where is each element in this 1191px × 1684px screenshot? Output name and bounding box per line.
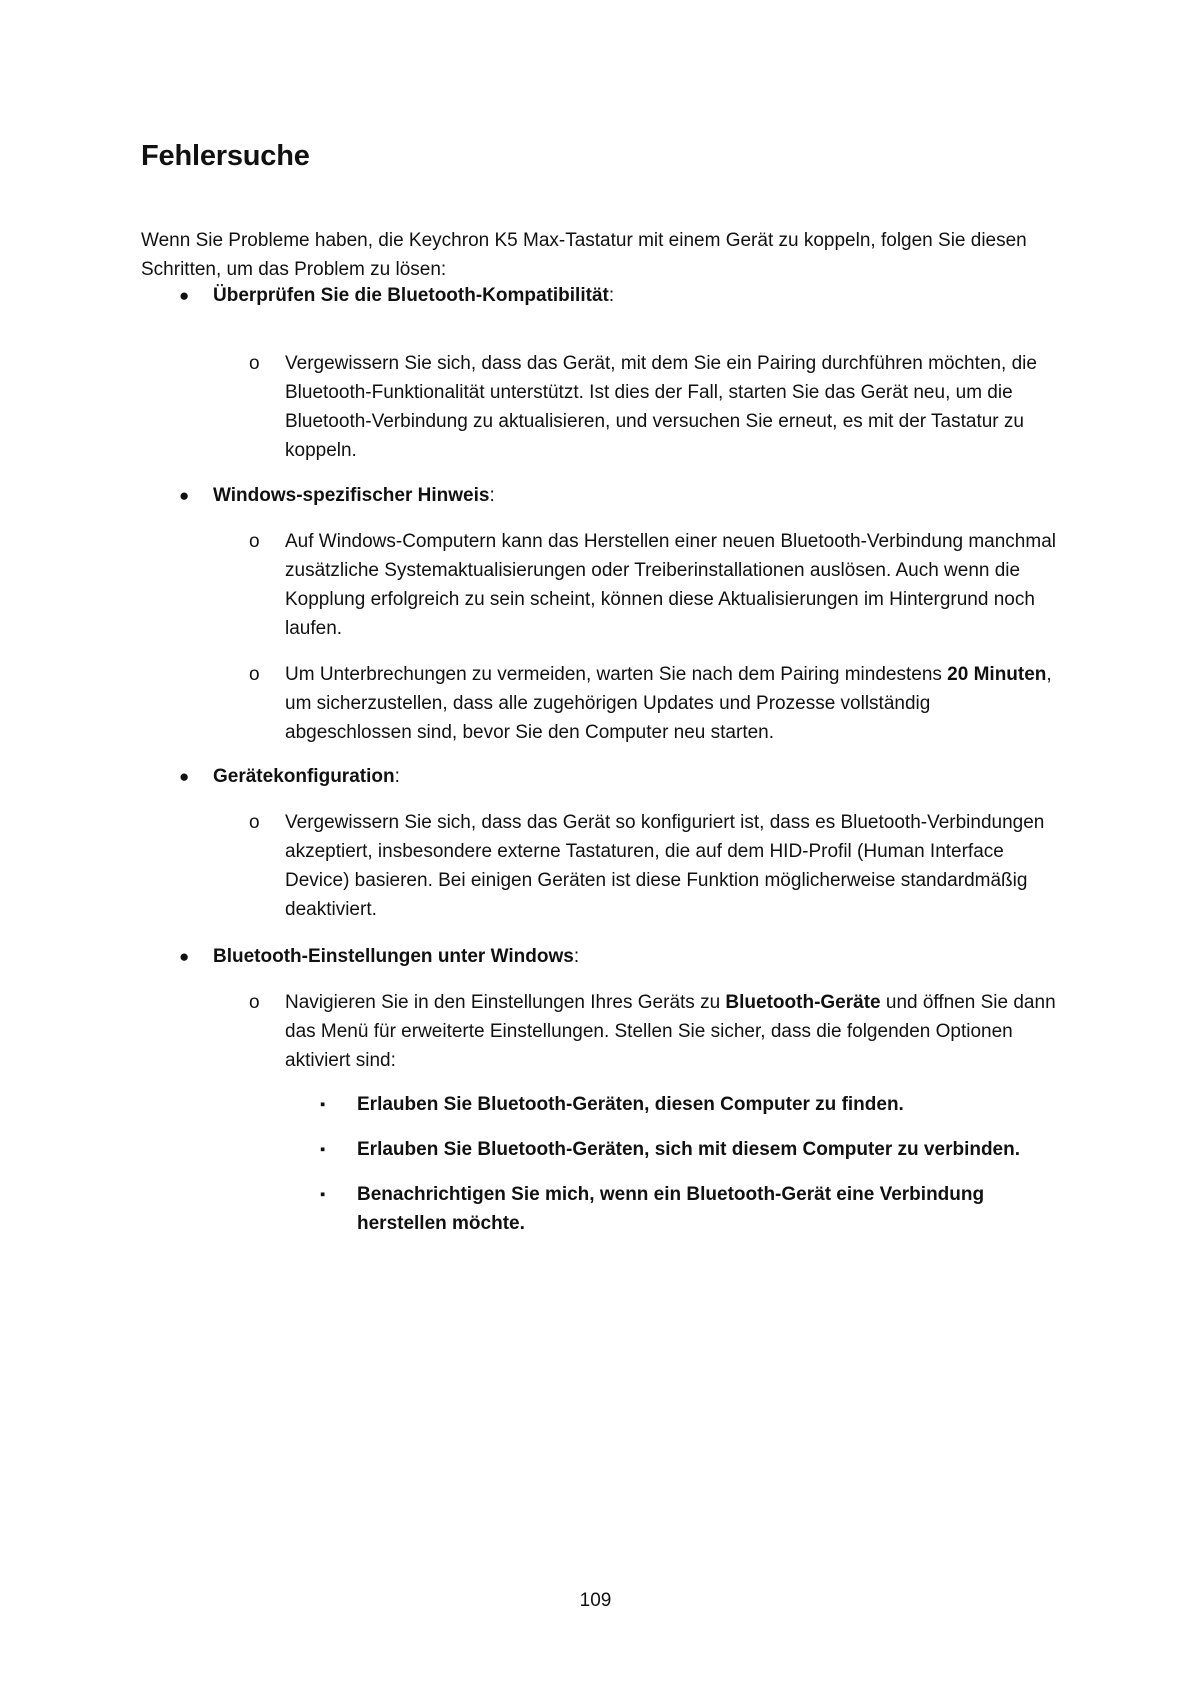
section-heading: Gerätekonfiguration bbox=[213, 766, 395, 787]
sub-item-text: Um Unterbrechungen zu vermeiden, warten Sie nach dem Pairing mindestens 20 Minuten, um sicherzustellen, dass alle zugehörigen Updates und Prozesse vollständig abgeschlossen sind, bevor Sie den Computer neu starten. bbox=[285, 664, 1052, 743]
sub-item-text: Vergewissern Sie sich, dass das Gerät, mit dem Sie ein Pairing durchführen möchten, die Bluetooth-Funktionalität unterstützt. Ist dies der Fall, starten Sie das Gerät neu, um die Bluetooth-Verbindung zu aktualisieren, und versuchen Sie erneut, es mit der Tastatur zu koppeln. bbox=[285, 353, 1037, 461]
bullet-circle: o bbox=[249, 664, 260, 685]
bullet-dot: ● bbox=[179, 767, 190, 786]
heading-colon: : bbox=[608, 285, 615, 306]
section-heading: Bluetooth-Einstellungen unter Windows bbox=[213, 946, 574, 967]
heading-colon: : bbox=[489, 485, 495, 506]
bullet-dot: ● bbox=[179, 486, 190, 505]
emphasis-duration: 20 Minuten bbox=[947, 664, 1047, 685]
bullet-circle: o bbox=[249, 992, 260, 1013]
section-heading: Überprüfen Sie die Bluetooth-Kompatibilität bbox=[213, 285, 609, 306]
sub-item-text: Navigieren Sie in den Einstellungen Ihres Geräts zu Bluetooth-Geräte und öffnen Sie dann das Menü für erweiterte Einstellungen. Stellen Sie sicher, dass die folgenden Optionen aktiviert sind: bbox=[285, 992, 1056, 1071]
bullet-circle: o bbox=[249, 531, 260, 552]
bullet-square: ▪ bbox=[320, 1096, 326, 1113]
page-title: Fehlersuche bbox=[141, 140, 310, 172]
option-text: Benachrichtigen Sie mich, wenn ein Bluetooth-Gerät eine Verbindung herstellen möchte. bbox=[357, 1184, 985, 1234]
bullet-dot: ● bbox=[179, 947, 190, 966]
bullet-circle: o bbox=[249, 353, 260, 374]
section-heading: Windows-spezifischer Hinweis bbox=[213, 485, 490, 506]
heading-colon: : bbox=[573, 946, 580, 967]
page-number: 109 bbox=[579, 1590, 612, 1611]
option-text: Erlauben Sie Bluetooth-Geräten, sich mit diesem Computer zu verbinden. bbox=[357, 1139, 1021, 1160]
option-text: Erlauben Sie Bluetooth-Geräten, diesen Computer zu finden. bbox=[357, 1094, 904, 1115]
heading-colon: : bbox=[394, 766, 400, 787]
bullet-square: ▪ bbox=[320, 1141, 326, 1158]
bullet-circle: o bbox=[249, 812, 260, 833]
intro-paragraph: Wenn Sie Probleme haben, die Keychron K5 Max-Tastatur mit einem Gerät zu koppeln, folgen Sie diesen Schritten, um das Problem zu lösen: bbox=[141, 230, 1027, 280]
emphasis-menu-name: Bluetooth-Geräte bbox=[725, 992, 881, 1013]
bullet-dot: ● bbox=[179, 286, 190, 305]
sub-item-text: Auf Windows-Computern kann das Herstellen einer neuen Bluetooth-Verbindung manchmal zusätzliche Systemaktualisierungen oder Treiberinstallationen auslösen. Auch wenn die Kopplung erfolgreich zu sein scheint, können diese Aktualisierungen im Hintergrund noch laufen. bbox=[285, 531, 1056, 639]
sub-item-text: Vergewissern Sie sich, dass das Gerät so konfiguriert ist, dass es Bluetooth-Verbindungen akzeptiert, insbesondere externe Tastaturen, die auf dem HID-Profil (Human Interface Device) basieren. Bei einigen Geräten ist diese Funktion möglicherweise standardmäßig deaktiviert. bbox=[285, 812, 1045, 920]
bullet-square: ▪ bbox=[320, 1186, 326, 1203]
